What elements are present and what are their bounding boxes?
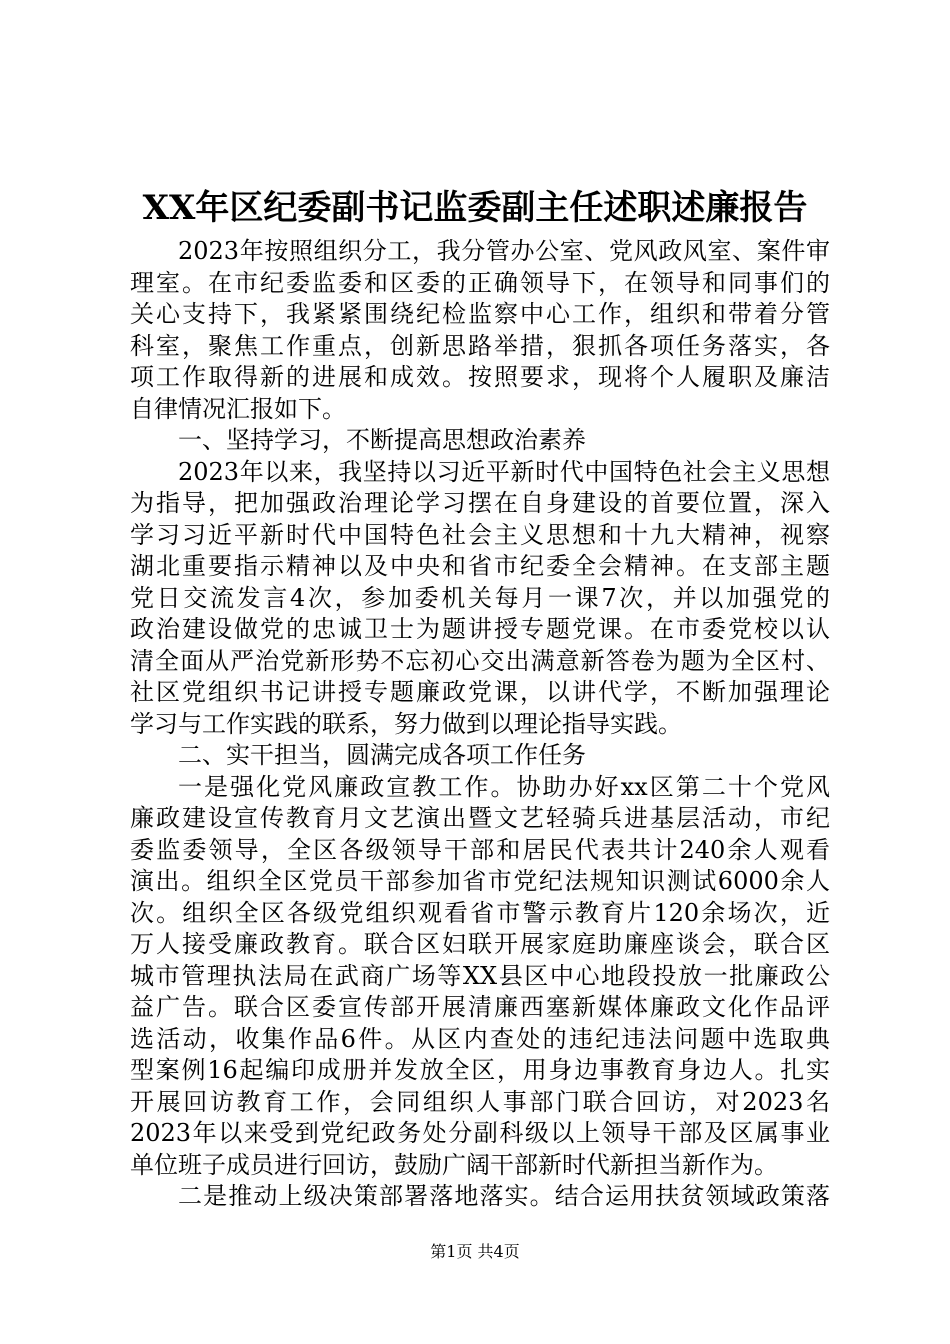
- text-line: 为指导，把加强政治理论学习摆在自身建设的首要位置，深入: [130, 489, 830, 517]
- text-line: 一、坚持学习，不断提高思想政治素养: [178, 426, 586, 454]
- text-line: 科室，聚焦工作重点，创新思路举措，狠抓各项任务落实，各: [130, 331, 830, 360]
- text-line: 政治建设做党的忠诚卫士为题讲授专题党课。在市委党校以认: [130, 615, 830, 643]
- text-line: 二是推动上级决策部署落地落实。结合运用扶贫领域政策落: [178, 1182, 830, 1210]
- text-line: 项工作取得新的进展和成效。按照要求，现将个人履职及廉洁: [130, 363, 830, 391]
- text-line: 2023年按照组织分工，我分管办公室、党风政风室、案件审: [178, 237, 830, 265]
- text-line: 开展回访教育工作，会同组织人事部门联合回访，对2023名: [130, 1087, 830, 1116]
- text-line: 学习与工作实践的联系，努力做到以理论指导实践。: [130, 709, 682, 738]
- text-line: 自律情况汇报如下。: [130, 394, 346, 423]
- text-line: 社区党组织书记讲授专题廉政党课，以讲代学，不断加强理论: [130, 678, 830, 706]
- text-line: 选活动，收集作品6件。从区内查处的违纪违法问题中选取典: [130, 1024, 830, 1053]
- text-line: 理室。在市纪委监委和区委的正确领导下，在领导和同事们的: [130, 268, 830, 297]
- text-line: 演出。组织全区党员干部参加省市党纪法规知识测试6000余人: [130, 867, 830, 895]
- text-line: 廉政建设宣传教育月文艺演出暨文艺轻骑兵进基层活动，市纪: [130, 804, 830, 832]
- page-footer: 第1页 共4页: [430, 1242, 520, 1261]
- text-line: 湖北重要指示精神以及中央和省市纪委全会精神。在支部主题: [130, 552, 830, 580]
- text-line: 党日交流发言4次，参加委机关每月一课7次，并以加强党的: [130, 583, 830, 612]
- text-line: 2023年以来受到党纪政务处分副科级以上领导干部及区属事业: [130, 1119, 830, 1147]
- document-title: XX年区纪委副书记监委副主任述职述廉报告: [142, 188, 808, 228]
- text-line: 型案例16起编印成册并发放全区，用身边事教育身边人。扎实: [130, 1056, 830, 1084]
- text-line: 一是强化党风廉政宣教工作。协助办好xx区第二十个党风: [178, 772, 830, 801]
- document-body: [130, 236, 830, 1213]
- text-line: 二、实干担当，圆满完成各项工作任务: [178, 741, 586, 769]
- text-line: 城市管理执法局在武商广场等XX县区中心地段投放一批廉政公: [130, 961, 830, 990]
- text-line: 清全面从严治党新形势不忘初心交出满意新答卷为题为全区村、: [130, 646, 830, 675]
- text-line: 单位班子成员进行回访，鼓励广阔干部新时代新担当新作为。: [130, 1150, 778, 1179]
- text-line: 次。组织全区各级党组织观看省市警示教育片120余场次，近: [130, 898, 830, 927]
- text-line: 万人接受廉政教育。联合区妇联开展家庭助廉座谈会，联合区: [130, 930, 830, 958]
- text-line: 委监委领导，全区各级领导干部和居民代表共计240余人观看: [130, 835, 830, 864]
- text-line: 学习习近平新时代中国特色社会主义思想和十九大精神，视察: [130, 520, 830, 549]
- text-line: 益广告。联合区委宣传部开展清廉西塞新媒体廉政文化作品评: [130, 993, 830, 1021]
- text-line: 2023年以来，我坚持以习近平新时代中国特色社会主义思想: [178, 457, 830, 486]
- text-line: 关心支持下，我紧紧围绕纪检监察中心工作，组织和带着分管: [130, 300, 830, 328]
